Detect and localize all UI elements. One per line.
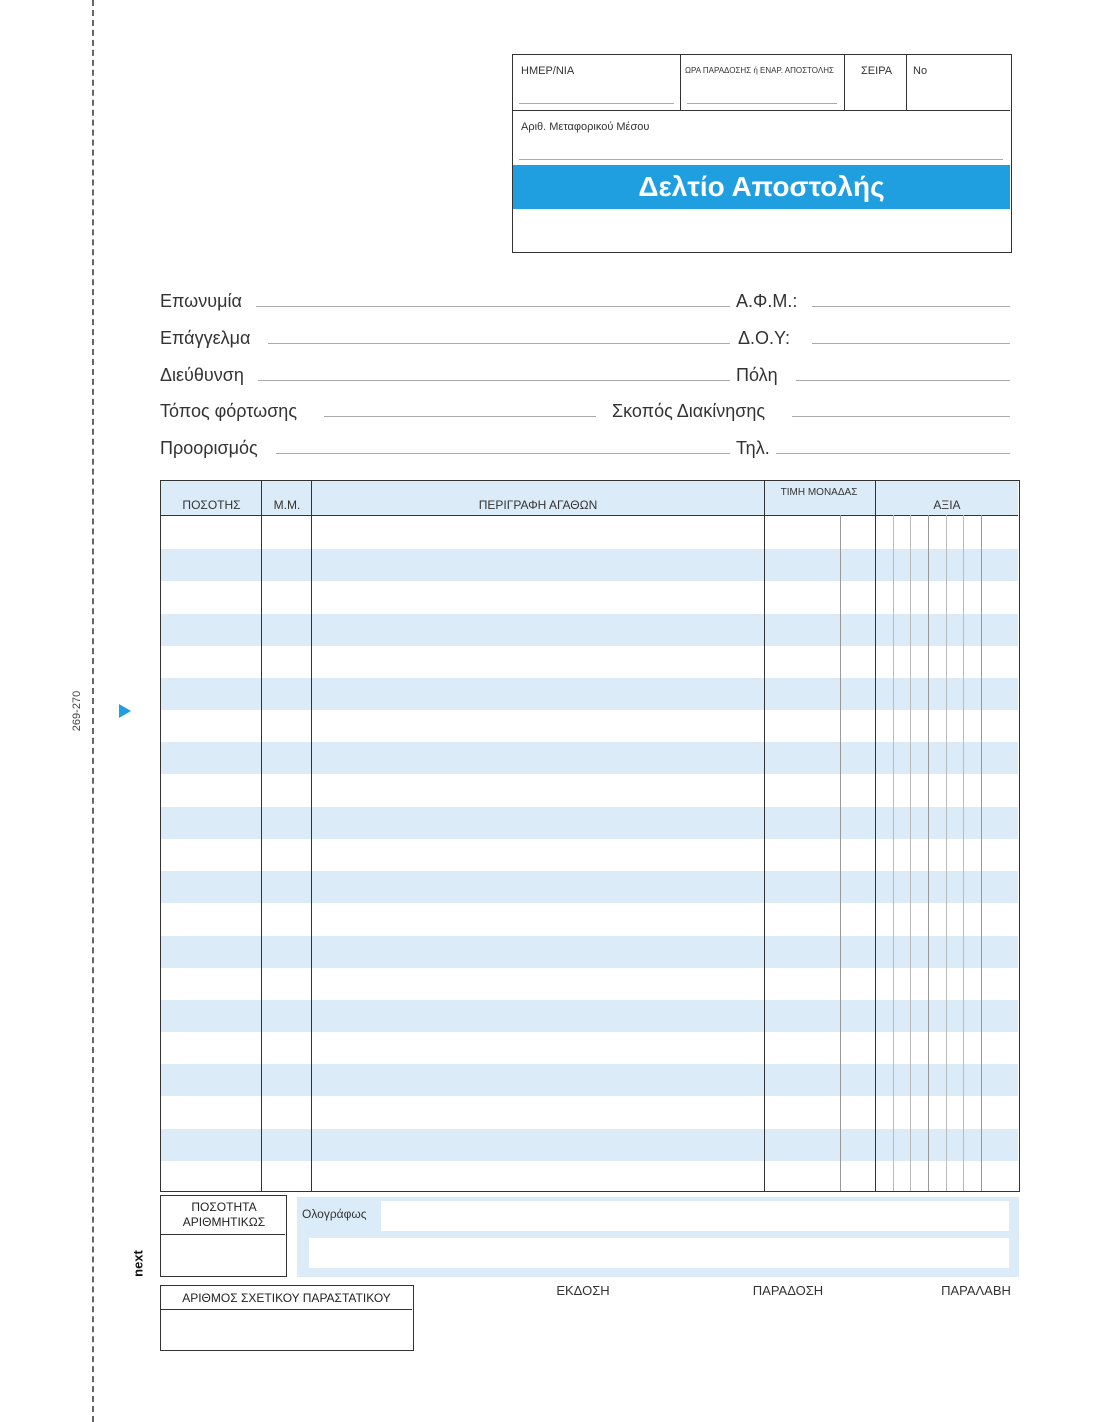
profession-field[interactable] [268, 343, 730, 344]
issue-signature-label: ΕΚΔΟΣΗ [556, 1283, 610, 1298]
perforation-line [92, 0, 94, 1422]
receipt-signature-label: ΠΑΡΑΛΑΒΗ [941, 1283, 1011, 1298]
vat-field[interactable] [812, 306, 1010, 307]
address-label: Διεύθυνση [160, 365, 244, 385]
city-label: Πόλη [736, 365, 778, 385]
date-field[interactable] [519, 103, 674, 104]
table-border [160, 480, 1020, 1192]
related-document-field[interactable] [163, 1312, 411, 1348]
in-words-label: Ολογράφως [302, 1207, 367, 1221]
phone-label: Τηλ. [736, 438, 770, 458]
destination-field[interactable] [276, 453, 730, 454]
tax-office-label: Δ.Ο.Υ: [738, 328, 791, 348]
in-words-field-2[interactable] [309, 1238, 1009, 1268]
in-words-box [297, 1197, 1019, 1277]
col-description-header: ΠΕΡΙΓΡΑΦΗ ΑΓΑΘΩΝ [478, 498, 598, 512]
vat-label: Α.Φ.Μ.: [736, 291, 798, 311]
series-label: ΣΕΙΡΑ [861, 65, 893, 77]
purpose-label: Σκοπός Διακίνησης [612, 401, 766, 421]
city-field[interactable] [796, 380, 1010, 381]
alignment-marker-icon [119, 704, 131, 718]
brand-logo: next [130, 1250, 146, 1277]
form-code: 269-270 [71, 690, 83, 732]
loading-place-field[interactable] [324, 416, 596, 417]
purpose-field[interactable] [792, 416, 1010, 417]
vehicle-field[interactable] [519, 159, 1003, 160]
destination-label: Προορισμός [160, 438, 258, 458]
vehicle-label: Αριθ. Μεταφορικού Μέσου [521, 121, 650, 133]
document-title: Δελτίο Αποστολής [513, 165, 1010, 209]
in-words-field-1[interactable] [381, 1201, 1009, 1231]
quantity-numeric-field[interactable] [163, 1237, 283, 1273]
time-label: ΩΡΑ ΠΑΡΑΔΟΣΗΣ ή ΕΝΑΡ. ΑΠΟΣΤΟΛΗΣ [685, 66, 834, 75]
related-document-box [160, 1285, 414, 1351]
name-label: Επωνυμία [160, 291, 242, 311]
col-quantity-header: ΠΟΣΟΤΗΣ [182, 498, 241, 512]
quantity-numeric-label: ΠΟΣΟΤΗΤΑ ΑΡΙΘΜΗΤΙΚΩΣ [182, 1200, 266, 1229]
col-unit-price-header: ΤΙΜΗ ΜΟΝΑΔΑΣ [780, 487, 858, 498]
phone-field[interactable] [776, 453, 1010, 454]
related-document-label: ΑΡΙΘΜΟΣ ΣΧΕΤΙΚΟΥ ΠΑΡΑΣΤΑΤΙΚΟΥ [182, 1291, 391, 1305]
header-box [512, 54, 1012, 253]
delivery-signature-label: ΠΑΡΑΔΟΣΗ [752, 1283, 824, 1298]
profession-label: Επάγγελμα [160, 328, 251, 348]
col-unit-header: Μ.Μ. [273, 498, 301, 512]
quantity-numeric-box [160, 1195, 287, 1277]
col-value-header: ΑΞΙΑ [933, 498, 961, 512]
name-field[interactable] [256, 306, 730, 307]
date-label: ΗΜΕΡ/ΝΙΑ [521, 65, 575, 77]
no-label: No [913, 65, 928, 77]
loading-place-label: Τόπος φόρτωσης [160, 401, 297, 421]
address-field[interactable] [258, 380, 730, 381]
time-field[interactable] [687, 103, 837, 104]
tax-office-field[interactable] [812, 343, 1010, 344]
